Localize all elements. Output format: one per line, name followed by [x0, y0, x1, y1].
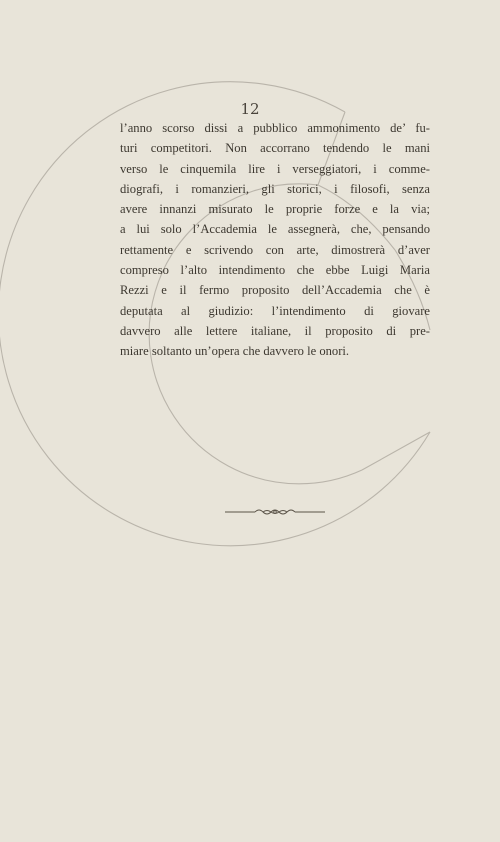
text-line: davvero alle lettere italiane, il proposito di pre- — [120, 323, 430, 338]
text-line: a lui solo l’Accademia le assegnerà, che, pensando — [120, 222, 430, 237]
text-line: verso le cinquemila lire i verseggiatori, i comme- — [120, 161, 430, 176]
text-line: rettamente e scrivendo con arte, dimostrerà d’aver — [120, 242, 430, 257]
text-line: deputata al giudizio: l’intendimento di giovare — [120, 303, 430, 318]
body-paragraph — [120, 118, 430, 362]
text-line: Rezzi e il fermo proposito dell’Accademia che è — [120, 283, 430, 298]
text-line: avere innanzi misurato le proprie forze e la via; — [120, 202, 430, 217]
text-line: diografi, i romanzieri, gli storici, i filosofi, senza — [120, 181, 430, 196]
text-line: l’anno scorso dissi a pubblico ammonimento de’ fu- — [120, 121, 430, 135]
page-number: 12 — [240, 100, 260, 118]
text-line: turi competitori. Non accorrano tendendo le mani — [120, 141, 430, 156]
text-line: miare soltanto un’opera che davvero le onori. — [120, 344, 350, 359]
ornamental-rule-icon — [225, 506, 325, 518]
text-line: compreso l’alto intendimento che ebbe Luigi Maria — [120, 263, 430, 278]
